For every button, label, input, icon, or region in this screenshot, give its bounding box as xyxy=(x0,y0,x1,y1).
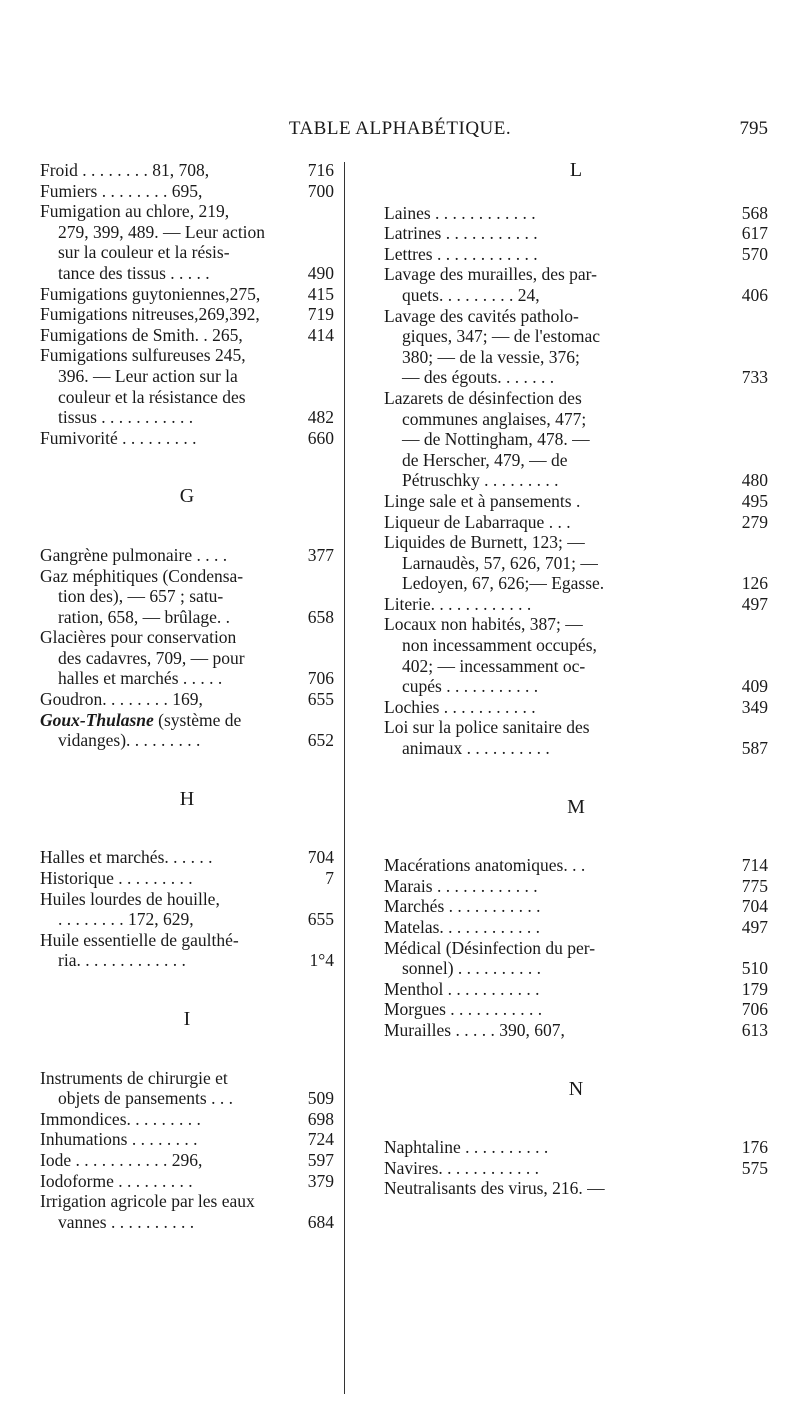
section-letter: M xyxy=(567,795,585,818)
page-number: 795 xyxy=(739,118,768,139)
entry-text: Médical (Désinfection du per- xyxy=(384,937,596,958)
index-entry xyxy=(384,594,768,615)
index-entry xyxy=(384,917,768,938)
page-reference: 510 xyxy=(741,958,768,979)
entry-text: Navires. . . . . . . . . . . . xyxy=(384,1157,540,1178)
entry-text: Latrines . . . . . . . . . . . xyxy=(384,223,538,244)
index-entry xyxy=(40,689,334,710)
entry-continuation: animaux . . . . . . . . . . xyxy=(402,738,550,759)
entry-continuation: Larnaudès, 57, 626, 701; — xyxy=(402,552,598,573)
entry-continuation: vidanges). . . . . . . . . xyxy=(58,730,201,751)
entry-text: Halles et marchés. . . . . . xyxy=(40,847,213,868)
index-entry xyxy=(384,1178,768,1199)
page-reference: 377 xyxy=(307,544,334,565)
entry-text: Froid . . . . . . . . 81, 708, xyxy=(40,160,210,180)
page-reference: 775 xyxy=(741,875,768,896)
page-reference: 176 xyxy=(741,1137,768,1158)
entry-continuation: Pétruschky . . . . . . . . . xyxy=(402,470,559,491)
entry-text: Morgues . . . . . . . . . . . xyxy=(384,999,543,1020)
index-entry xyxy=(384,614,768,696)
entry-continuation: 380; — de la vessie, 376; xyxy=(402,346,580,367)
entry-text: Goudron. . . . . . . . 169, xyxy=(40,689,203,710)
entry-text: Naphtaline . . . . . . . . . . xyxy=(384,1137,549,1158)
page-reference: 568 xyxy=(741,202,768,223)
index-section xyxy=(40,789,334,971)
page-reference: 613 xyxy=(741,1019,768,1040)
page-reference: 597 xyxy=(307,1149,334,1170)
entry-text: Iode . . . . . . . . . . . 296, xyxy=(40,1149,203,1170)
page-reference: 179 xyxy=(741,978,768,999)
index-entry xyxy=(384,1137,768,1158)
index-entry xyxy=(384,717,768,758)
entry-text: Laines . . . . . . . . . . . . xyxy=(384,202,536,223)
index-entry xyxy=(384,938,768,979)
entry-text: Lettres . . . . . . . . . . . . xyxy=(384,243,538,264)
index-entry xyxy=(40,710,334,751)
index-section xyxy=(40,1009,334,1232)
page-reference: 698 xyxy=(307,1108,334,1129)
entry-text: Fumivorité . . . . . . . . . xyxy=(40,427,197,448)
entry-text: Gangrène pulmonaire . . . . xyxy=(40,544,228,565)
entry-continuation: — des égouts. . . . . . . xyxy=(402,367,555,388)
entry-text: Huile essentielle de gaulthé- xyxy=(40,929,239,950)
entry-text: Fumigations de Smith. . 265, xyxy=(40,324,243,345)
entry-text: Literie. . . . . . . . . . . . xyxy=(384,593,532,614)
entry-text: Murailles . . . . . 390, 607, xyxy=(384,1019,565,1040)
page-reference: 716 xyxy=(307,160,334,180)
index-section xyxy=(384,1079,768,1199)
page-reference: 1°4 xyxy=(309,950,334,971)
entry-text: Lavage des murailles, des par- xyxy=(384,264,597,285)
index-entry xyxy=(40,545,334,566)
entry-continuation: tance des tissus . . . . . xyxy=(58,262,210,283)
index-entry xyxy=(384,491,768,512)
page-reference: 415 xyxy=(307,283,334,304)
index-entry xyxy=(40,160,334,181)
entry-continuation: halles et marchés . . . . . xyxy=(58,668,223,689)
entry-continuation: giques, 347; — de l'estomac xyxy=(402,326,601,347)
page-reference: 480 xyxy=(741,470,768,491)
entry-text: Lavage des cavités patholo- xyxy=(384,305,579,326)
page-reference: 575 xyxy=(741,1157,768,1178)
index-entry xyxy=(384,306,768,388)
entry-text: Instruments de chirurgie et xyxy=(40,1067,228,1088)
entry-continuation: quets. . . . . . . . . 24, xyxy=(402,284,540,305)
section-letter: I xyxy=(183,1008,191,1030)
index-entry xyxy=(40,201,334,283)
index-entry xyxy=(384,697,768,718)
index-entry xyxy=(40,304,334,325)
entry-text: Menthol . . . . . . . . . . . xyxy=(384,978,540,999)
page-reference: 482 xyxy=(307,407,334,428)
entry-continuation: 279, 399, 489. — Leur action xyxy=(58,221,266,242)
entry-text: Lochies . . . . . . . . . . . xyxy=(384,696,536,717)
entry-continuation: de Herscher, 479, — de xyxy=(402,449,568,470)
entry-continuation: . . . . . . . . 172, 629, xyxy=(58,909,194,930)
page-reference: 570 xyxy=(741,243,768,264)
index-entry xyxy=(384,896,768,917)
page-reference: 349 xyxy=(741,696,768,717)
page-reference: 414 xyxy=(307,324,334,345)
entry-text: Marchés . . . . . . . . . . . xyxy=(384,896,541,917)
index-entry xyxy=(384,999,768,1020)
entry-text: Marais . . . . . . . . . . . . xyxy=(384,875,538,896)
entry-text: Iodoforme . . . . . . . . . xyxy=(40,1170,193,1191)
entry-continuation: non incessamment occupés, xyxy=(402,635,597,656)
page-header xyxy=(0,118,800,144)
entry-text: Glacières pour conservation xyxy=(40,627,237,648)
index-entry xyxy=(384,979,768,1000)
entry-text: Liquides de Burnett, 123; — xyxy=(384,532,585,553)
entry-text: Historique . . . . . . . . . xyxy=(40,868,193,889)
index-entry xyxy=(40,345,334,427)
entry-text: Fumigations nitreuses,269,392, xyxy=(40,304,260,325)
entry-text: Lazarets de désinfection des xyxy=(384,387,582,408)
entry-text: Liqueur de Labarraque . . . xyxy=(384,511,571,532)
index-entry xyxy=(384,223,768,244)
page-reference: 509 xyxy=(307,1088,334,1109)
index-entry xyxy=(40,428,334,449)
page-reference: 655 xyxy=(307,689,334,710)
entry-text: Macérations anatomiques. . . xyxy=(384,855,586,876)
index-entry xyxy=(384,244,768,265)
page-reference: 714 xyxy=(741,855,768,876)
entry-continuation: tissus . . . . . . . . . . . xyxy=(58,407,194,428)
section-letter: H xyxy=(179,787,195,810)
index-section xyxy=(384,160,768,759)
index-section xyxy=(40,160,334,448)
index-section xyxy=(384,797,768,1041)
right-column xyxy=(384,160,768,1199)
entry-text: Immondices. . . . . . . . . xyxy=(40,1108,201,1129)
page-reference: 379 xyxy=(307,1170,334,1191)
index-entry xyxy=(384,1158,768,1179)
page-reference: 684 xyxy=(307,1211,334,1232)
entry-continuation: couleur et la résistance des xyxy=(58,386,246,407)
index-entry xyxy=(40,847,334,868)
entry-text: Linge sale et à pansements . xyxy=(384,490,581,511)
entry-text: Fumiers . . . . . . . . 695, xyxy=(40,180,203,201)
page-reference: 652 xyxy=(307,730,334,751)
entry-continuation: vannes . . . . . . . . . . xyxy=(58,1211,195,1232)
index-entry xyxy=(384,855,768,876)
entry-continuation: ration, 658, — brûlage. . xyxy=(58,606,231,627)
index-entry xyxy=(40,889,334,930)
left-column xyxy=(40,160,334,1232)
index-entry xyxy=(384,1020,768,1041)
entry-continuation: ria. . . . . . . . . . . . . xyxy=(58,950,186,971)
index-entry xyxy=(384,876,768,897)
page-reference: 704 xyxy=(307,847,334,868)
entry-text: Fumigation au chlore, 219, xyxy=(40,201,230,222)
index-entry xyxy=(40,181,334,202)
entry-text: Huiles lourdes de houille, xyxy=(40,888,220,909)
entry-text: Fumigations guytoniennes,275, xyxy=(40,283,261,304)
page-reference: 719 xyxy=(307,304,334,325)
entry-continuation: cupés . . . . . . . . . . . xyxy=(402,676,539,697)
page-reference: 409 xyxy=(741,676,768,697)
index-entry xyxy=(40,1129,334,1150)
entry-continuation: 402; — incessamment oc- xyxy=(402,655,586,676)
index-entry xyxy=(40,627,334,689)
entry-text: Gaz méphitiques (Condensa- xyxy=(40,565,244,586)
index-entry xyxy=(40,1109,334,1130)
entry-continuation: tion des), — 657 ; satu- xyxy=(58,586,224,607)
entry-text: Goux-Thulasne (système de xyxy=(40,709,242,730)
page-reference: 706 xyxy=(741,999,768,1020)
page-reference: 587 xyxy=(741,738,768,759)
index-entry xyxy=(40,1150,334,1171)
entry-continuation: sonnel) . . . . . . . . . . xyxy=(402,958,542,979)
page-reference: 497 xyxy=(741,917,768,937)
index-entry xyxy=(40,566,334,628)
index-entry xyxy=(40,1068,334,1109)
index-entry xyxy=(40,325,334,346)
page-reference: 733 xyxy=(741,367,768,388)
page-reference: 7 xyxy=(325,868,334,889)
index-entry xyxy=(384,203,768,224)
index-entry xyxy=(40,868,334,889)
entry-continuation: 396. — Leur action sur la xyxy=(58,365,238,386)
entry-continuation: Ledoyen, 67, 626;— Egasse. xyxy=(402,573,605,594)
index-entry xyxy=(40,284,334,305)
index-entry xyxy=(384,388,768,491)
page-title: TABLE ALPHABÉTIQUE. xyxy=(288,118,512,139)
page-reference: 658 xyxy=(307,606,334,627)
page-reference: 724 xyxy=(307,1129,334,1150)
section-letter: N xyxy=(568,1077,584,1100)
entry-continuation: sur la couleur et la résis- xyxy=(58,242,230,263)
page-reference: 497 xyxy=(741,593,768,614)
index-entry xyxy=(40,1191,334,1232)
index-section xyxy=(40,486,334,751)
entry-text: Locaux non habités, 387; — xyxy=(384,614,583,635)
entry-continuation: communes anglaises, 477; xyxy=(402,408,587,429)
index-entry xyxy=(384,264,768,305)
index-entry xyxy=(384,532,768,594)
entry-text: Neutralisants des virus, 216. — xyxy=(384,1178,605,1199)
entry-continuation: — de Nottingham, 478. — xyxy=(402,429,590,450)
page-reference: 660 xyxy=(307,427,334,448)
page-reference: 126 xyxy=(741,573,768,594)
entry-continuation: objets de pansements . . . xyxy=(58,1088,233,1109)
page-reference: 706 xyxy=(307,668,334,689)
page-reference: 495 xyxy=(741,490,768,511)
page-reference: 406 xyxy=(741,284,768,305)
entry-text: Fumigations sulfureuses 245, xyxy=(40,345,246,366)
entry-text: Loi sur la police sanitaire des xyxy=(384,717,590,738)
page-reference: 704 xyxy=(741,896,768,917)
index-entry xyxy=(384,512,768,533)
page-reference: 279 xyxy=(741,511,768,532)
section-letter: G xyxy=(179,485,195,508)
page-reference: 617 xyxy=(741,223,768,244)
page-reference: 490 xyxy=(307,262,334,283)
entry-text: Irrigation agricole par les eaux xyxy=(40,1191,255,1212)
page-reference: 655 xyxy=(307,909,334,930)
index-entry xyxy=(40,930,334,971)
column-divider xyxy=(344,162,345,1394)
entry-text: Matelas. . . . . . . . . . . . xyxy=(384,917,541,937)
page-reference: 700 xyxy=(307,180,334,201)
index-entry xyxy=(40,1171,334,1192)
entry-continuation: des cadavres, 709, — pour xyxy=(58,647,245,668)
entry-text: Inhumations . . . . . . . . xyxy=(40,1129,198,1150)
section-letter: L xyxy=(569,159,583,181)
